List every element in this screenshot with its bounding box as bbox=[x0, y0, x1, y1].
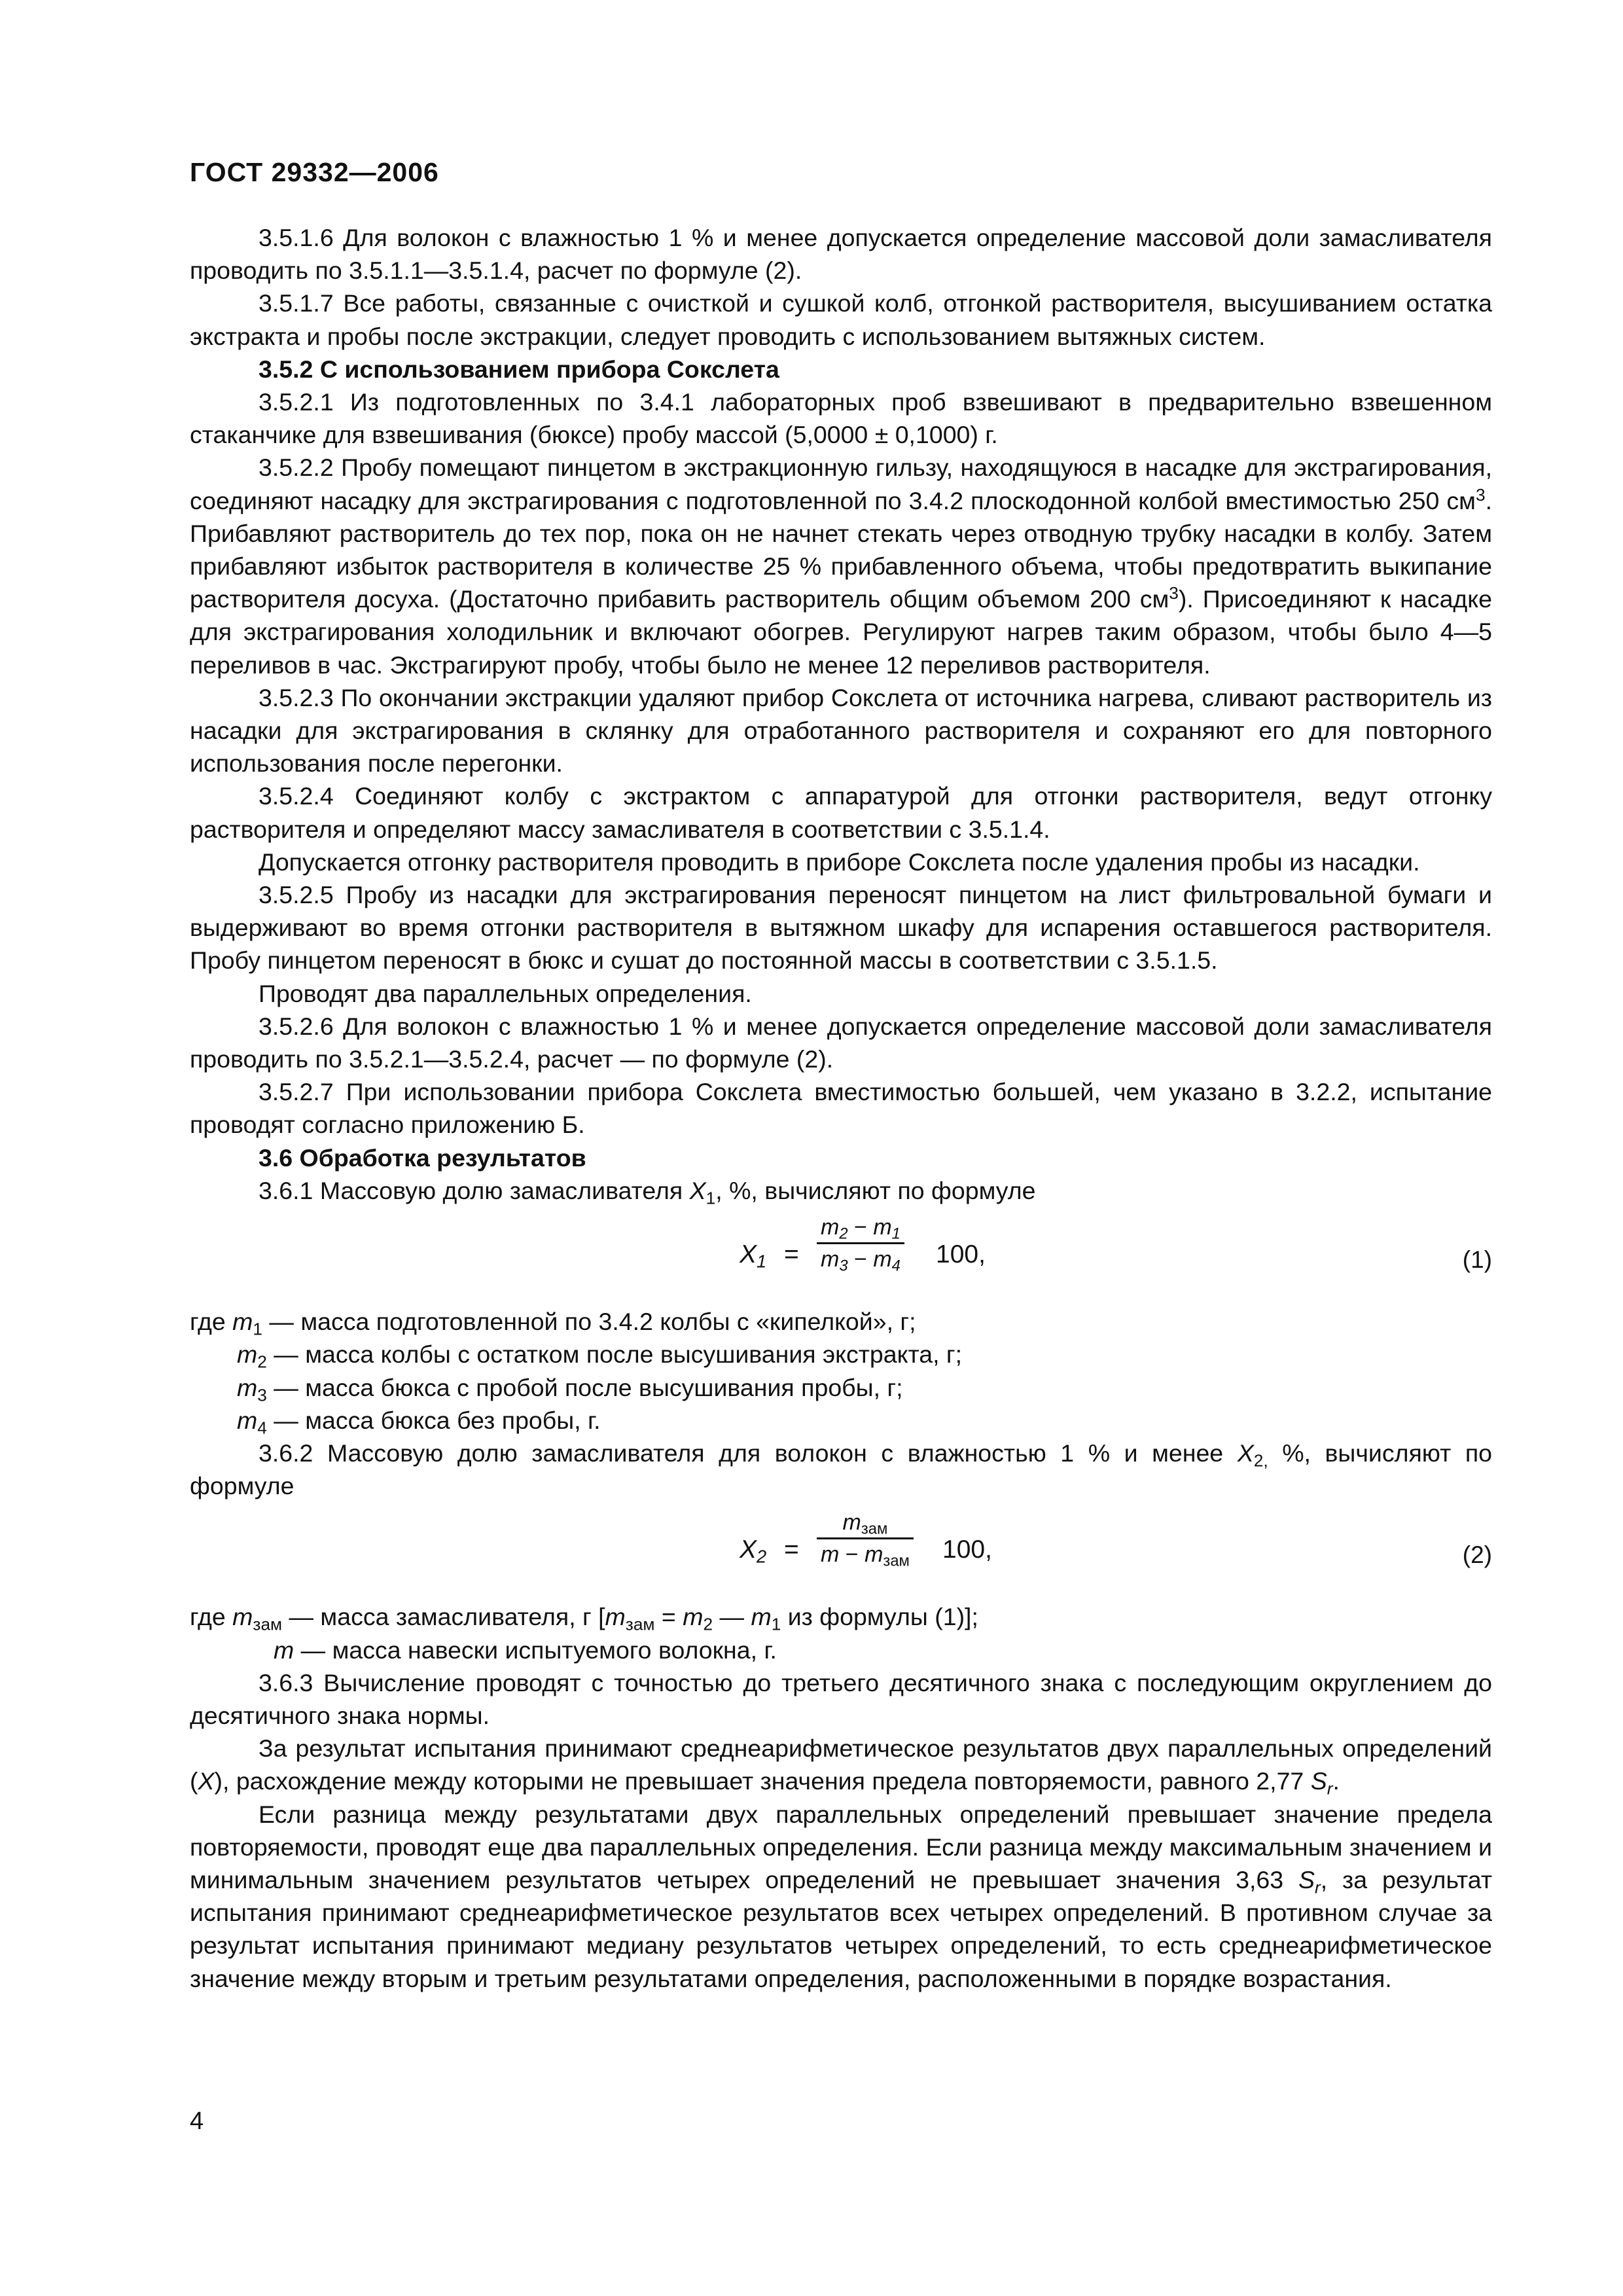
paragraph-3-6-2: 3.6.2 Массовую долю замасливателя для волокон с влажностью 1 % и менее $X_{2,}$ %, вычисляют по формуле bbox=[190, 1439, 1492, 1500]
formula-1-fraction: $m_2 - m_1$ $m_3 - m_4$ bbox=[817, 1212, 904, 1274]
formula-1-lhs: $X_1$ bbox=[740, 1240, 767, 1272]
paragraph-3-6-3: 3.6.3 Вычисление проводят с точностью до третьего десятичного знака с последующим округлением до десятичного знака нормы. bbox=[190, 1668, 1492, 1729]
paragraph-parallel-note: Проводят два параллельных определения. bbox=[259, 979, 752, 1007]
paragraph-3-5-2-2: 3.5.2.2 Пробу помещают пинцетом в экстракционную гильзу, находящуюся в насадке для экстрагирования, соединяют насадку для экстрагирования с подготовленной по 3.4.2 плоскодонной колбой вместимостью 250 $см^3$. Прибавляют растворитель до тех пор, пока он не начнет стекать через отводную трубку насадки в колбу. Затем прибавляют избыток растворителя в количестве 25 % прибавленного объема, чтобы предотвратить выкипание растворителя досуха. (Достаточно прибавить растворитель общим объемом 200 $см^3$). Присоединяют к насадке для экстрагирования холодильник и включают обогрев. Регулируют нагрев таким образом, чтобы было 4—5 переливов в час. Экстрагируют пробу, чтобы было не менее 12 переливов растворителя. bbox=[190, 454, 1492, 679]
paragraph-3-5-2-6: 3.5.2.6 Для волокон с влажностью 1 % и менее допускается определение массовой доли замасливателя проводить по 3.5.2.1—3.5.2.4, расчет — по формуле (2). bbox=[190, 1012, 1492, 1073]
paragraph-3-6-1: 3.6.1 Массовую долю замасливателя $X_1$, %, вычисляют по формуле bbox=[259, 1176, 1036, 1208]
formula-2: $X_2$ = $m_{зам}$ $m - m_{зам}$ 100, (2) bbox=[190, 1502, 1492, 1600]
paragraph-distillation-note: Допускается отгонку растворителя проводить в приборе Сокслета после удаления пробы из насадки. bbox=[259, 848, 1420, 876]
section-heading-3-5-2: 3.5.2 С использованием прибора Сокслета bbox=[259, 355, 779, 383]
formula-2-legend: где $m_{зам}$ — масса замасливателя, г [$m_{зам} = m_2$ — $m_1$ из формулы (1)]; m — масса навески испытуемого волокна, г. bbox=[190, 1603, 978, 1664]
paragraph-3-5-2-1: 3.5.2.1 Из подготовленных по 3.4.1 лабораторных проб взвешивают в предварительно взвешенном стаканчике для взвешивания (бюксе) пробу массой (5,0000 ± 0,1000) г. bbox=[190, 388, 1492, 449]
paragraph-3-5-1-7: 3.5.1.7 Все работы, связанные с очисткой и сушкой колб, отгонкой растворителя, высушиванием остатка экстракта и пробы после экстракции, следует проводить с использованием вытяжных систем. bbox=[190, 289, 1492, 350]
document-body bbox=[190, 221, 1492, 1995]
formula-1-number: (1) bbox=[1462, 1246, 1492, 1274]
paragraph-repeat-rule: Если разница между результатами двух параллельных определений превышает значение предела повторяемости, проводят еще два параллельных определения. Если разница между максимальным значением и минимальным значением результатов четырех определений не превышает значения 3,63 $S_r$, за результат испытания принимают среднеарифметическое результатов всех четырех определений. В противном случае за результат испытания принимают медиану результатов четырех определений, то есть среднеарифметическое значение между вторым и третьим результатами определения, расположенными в порядке возрастания. bbox=[190, 1800, 1493, 1992]
section-heading-3-6: 3.6 Обработка результатов bbox=[259, 1143, 586, 1172]
formula-1: $X_1$ = $m_2 - m_1$ $m_3 - m_4$ 100, (1) bbox=[190, 1207, 1492, 1305]
paragraph-3-5-2-7: 3.5.2.7 При использовании прибора Сокслета вместимостью большей, чем указано в 3.2.2, испытание проводят согласно приложению Б. bbox=[190, 1078, 1492, 1139]
formula-2-number: (2) bbox=[1462, 1541, 1492, 1569]
paragraph-3-5-2-5: 3.5.2.5 Пробу из насадки для экстрагирования переносят пинцетом на лист фильтровальной бумаги и выдерживают во время отгонки растворителя в вытяжном шкафу для испарения оставшегося растворителя. Пробу пинцетом переносят в бюкс и сушат до постоянной массы в соответствии с 3.5.1.5. bbox=[190, 881, 1492, 975]
formula-2-lhs: $X_2$ bbox=[740, 1535, 767, 1567]
paragraph-result-rule: За результат испытания принимают среднеарифметическое результатов двух параллельных определений (X), расхождение между которыми не превышает значения предела повторяемости, равного 2,77 $S_r$. bbox=[190, 1734, 1492, 1799]
formula-1-legend: где $m_1$ — масса подготовленной по 3.4.2 колбы с «кипелкой», г; $m_2$ — масса колбы с остатком после высушивания экстракта, г; $m_3$ — масса бюкса с пробой после высушивания пробы, г; $m_4$ — масса бюкса без пробы, г. bbox=[190, 1308, 962, 1438]
page-number: 4 bbox=[190, 2108, 204, 2135]
document-header: ГОСТ 29332—2006 bbox=[190, 157, 439, 187]
paragraph-3-5-2-4: 3.5.2.4 Соединяют колбу с экстрактом с аппаратурой для отгонки растворителя, ведут отгонку растворителя и определяют массу замасливателя в соответствии с 3.5.1.4. bbox=[190, 782, 1492, 843]
paragraph-3-5-1-6: 3.5.1.6 Для волокон с влажностью 1 % и менее допускается определение массовой доли замасливателя проводить по 3.5.1.1—3.5.1.4, расчет по формуле (2). bbox=[190, 224, 1492, 285]
formula-2-fraction: $m_{зам}$ $m - m_{зам}$ bbox=[817, 1507, 914, 1570]
paragraph-3-5-2-3: 3.5.2.3 По окончании экстракции удаляют прибор Сокслета от источника нагрева, сливают растворитель из насадки для экстрагирования в склянку для отработанного растворителя и сохраняют его для повторного использования после перегонки. bbox=[190, 683, 1492, 778]
